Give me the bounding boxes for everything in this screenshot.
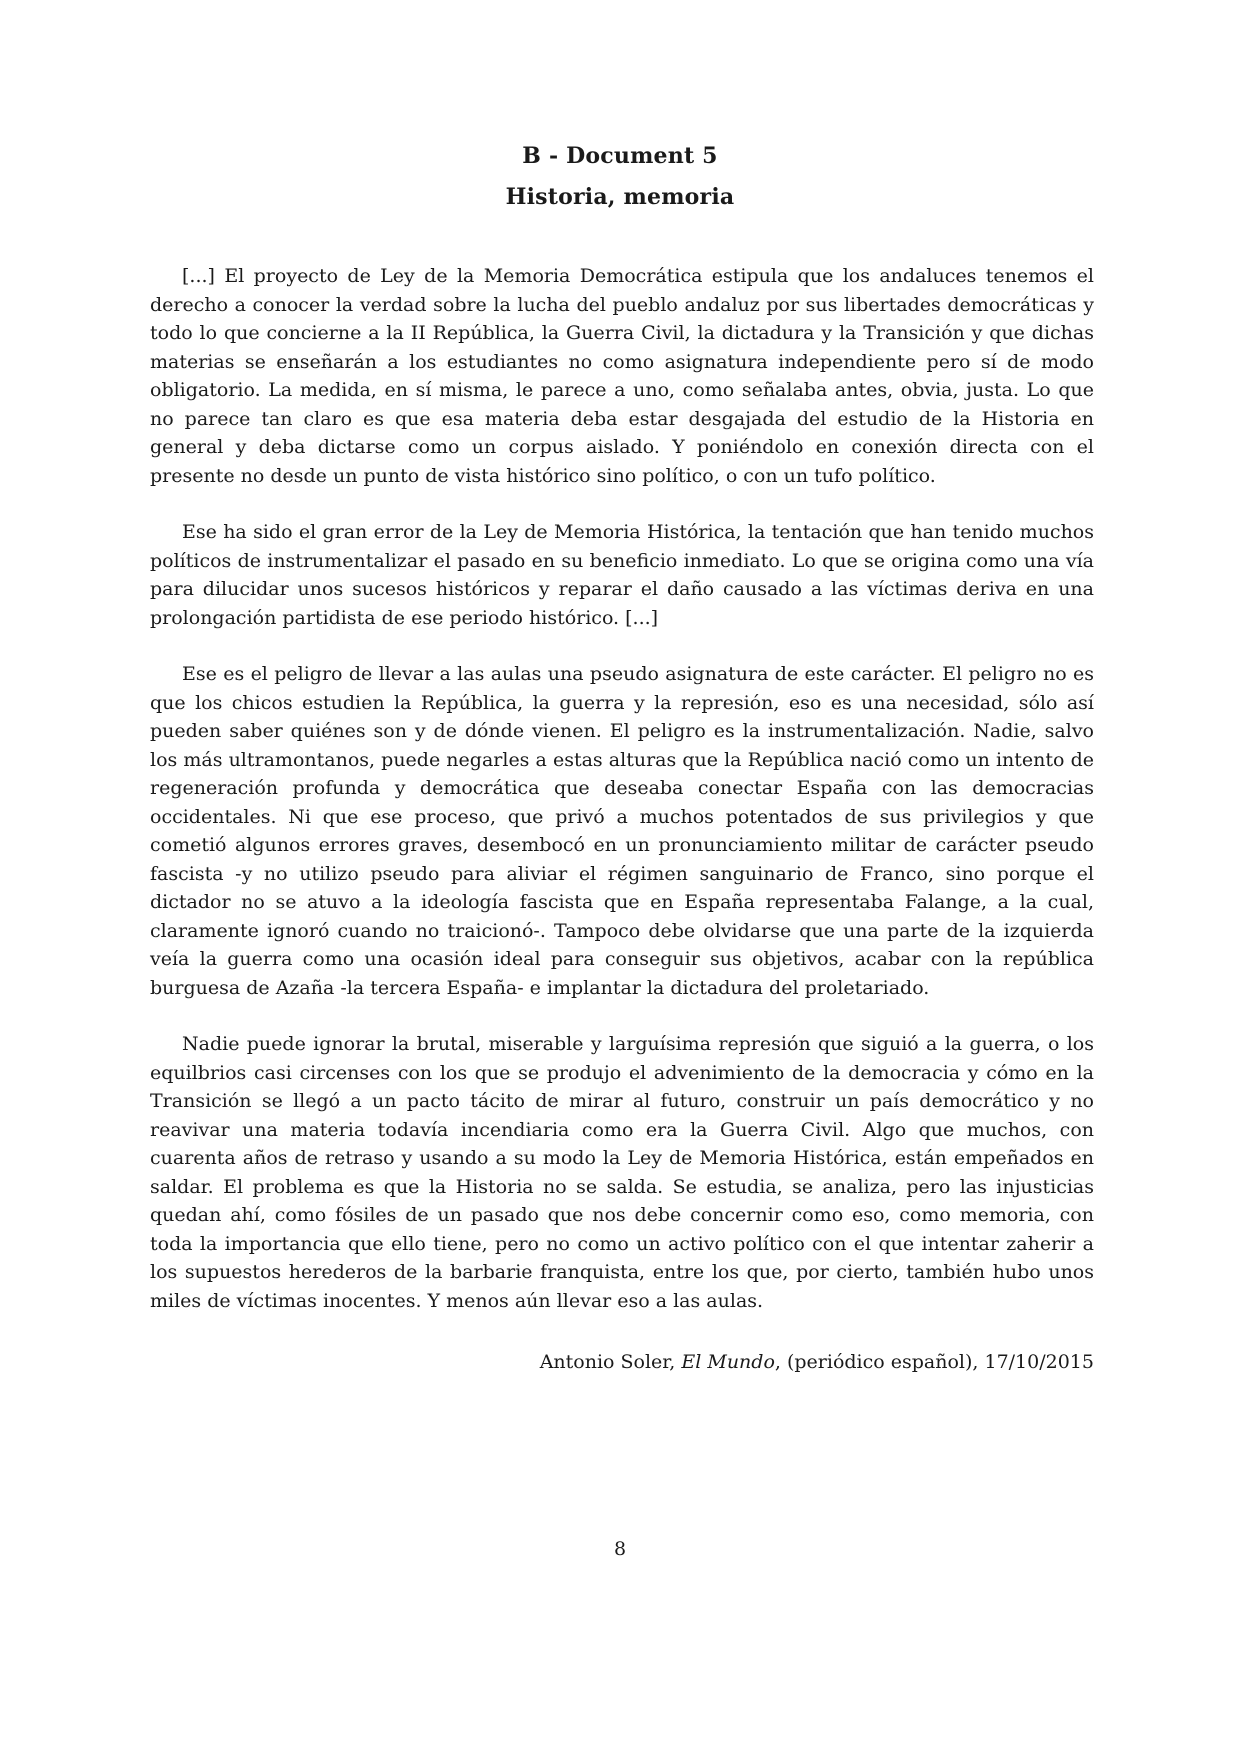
paragraph-4: Nadie puede ignorar la brutal, miserable y larguísima represión que siguió a la guerra, o los equilbrios casi circenses con los que se produjo el advenimiento de la democracia y cómo en la Transición se llegó a un pacto tácito de mirar al futuro, construir un país democrático y no reavivar una materia todavía incendiaria como era la Guerra Civil. Algo que muchos, con cuarenta años de retraso y usando a su modo la Ley de Memoria Histórica, están empeñados en saldar. El problema es que la Historia no se salda. Se estudia, se analiza, pero las injusticias quedan ahí, como fósiles de un pasado que nos debe concernir como eso, como memoria, con toda la importancia que ello tiene, pero no como un activo político con el que intentar zaherir a los supuestos herederos de la barbarie franquista, entre los que, por cierto, también hubo unos miles de víctimas inocentes. Y menos aún llevar eso a las aulas.: [150, 1033, 1094, 1312]
citation-author: Antonio Soler,: [539, 1351, 682, 1373]
document-title: Historia, memoria: [505, 184, 735, 210]
paragraph-3: Ese es el peligro de llevar a las aulas una pseudo asignatura de este carácter. El peligro no es que los chicos estudien la República, la guerra y la represión, eso es una necesidad, sólo así pueden saber quiénes son y de dónde vienen. El peligro es la instrumentalización. Nadie, salvo los más ultramontanos, puede negarles a estas alturas que la República nació como un intento de regeneración profunda y democrática que deseaba conectar España con las democracias occidentales. Ni que ese proceso, que privó a muchos potentados de sus privilegios y que cometió algunos errores graves, desembocó en un pronunciamiento militar de carácter pseudo fascista -y no utilizo pseudo para aliviar el régimen sanguinario de Franco, sino porque el dictador no se atuvo a la ideología fascista que en España representaba Falange, a la cual, claramente ignoró cuando no traicionó-. Tampoco debe olvidarse que una parte de la izquierda veía la guerra como una ocasión ideal para conseguir sus objetivos, acabar con la república burguesa de Azaña -la tercera España- e implantar la dictadura del proletariado.: [150, 663, 1094, 999]
page-number: 8: [613, 1538, 627, 1560]
citation-details: , (periódico español), 17/10/2015: [774, 1351, 1094, 1373]
paragraph-1: [...] El proyecto de Ley de la Memoria Democrática estipula que los andaluces tenemos el derecho a conocer la verdad sobre la lucha del pueblo andaluz por sus libertades democráticas y todo lo que concierne a la II República, la Guerra Civil, la dictadura y la Transición y que dichas materias se enseñarán a los estudiantes no como asignatura independiente pero sí de modo obligatorio. La medida, en sí misma, le parece a uno, como señalaba antes, obvia, justa. Lo que no parece tan claro es que esa materia deba estar desgajada del estudio de la Historia en general y deba dictarse como un corpus aislado. Y poniéndolo en conexión directa con el presente no desde un punto de vista histórico sino político, o con un tufo político.: [150, 265, 1094, 487]
citation-newspaper: El Mundo: [681, 1351, 775, 1373]
article-body: [150, 262, 1094, 1343]
document-label: B - Document 5: [522, 143, 718, 169]
paragraph-2: Ese ha sido el gran error de la Ley de Memoria Histórica, la tentación que han tenido muchos políticos de instrumentalizar el pasado en su beneficio inmediato. Lo que se origina como una vía para dilucidar unos sucesos históricos y reparar el daño causado a las víctimas deriva en una prolongación partidista de ese periodo histórico. [...]: [150, 521, 1094, 629]
source-citation: [540, 1348, 1094, 1376]
